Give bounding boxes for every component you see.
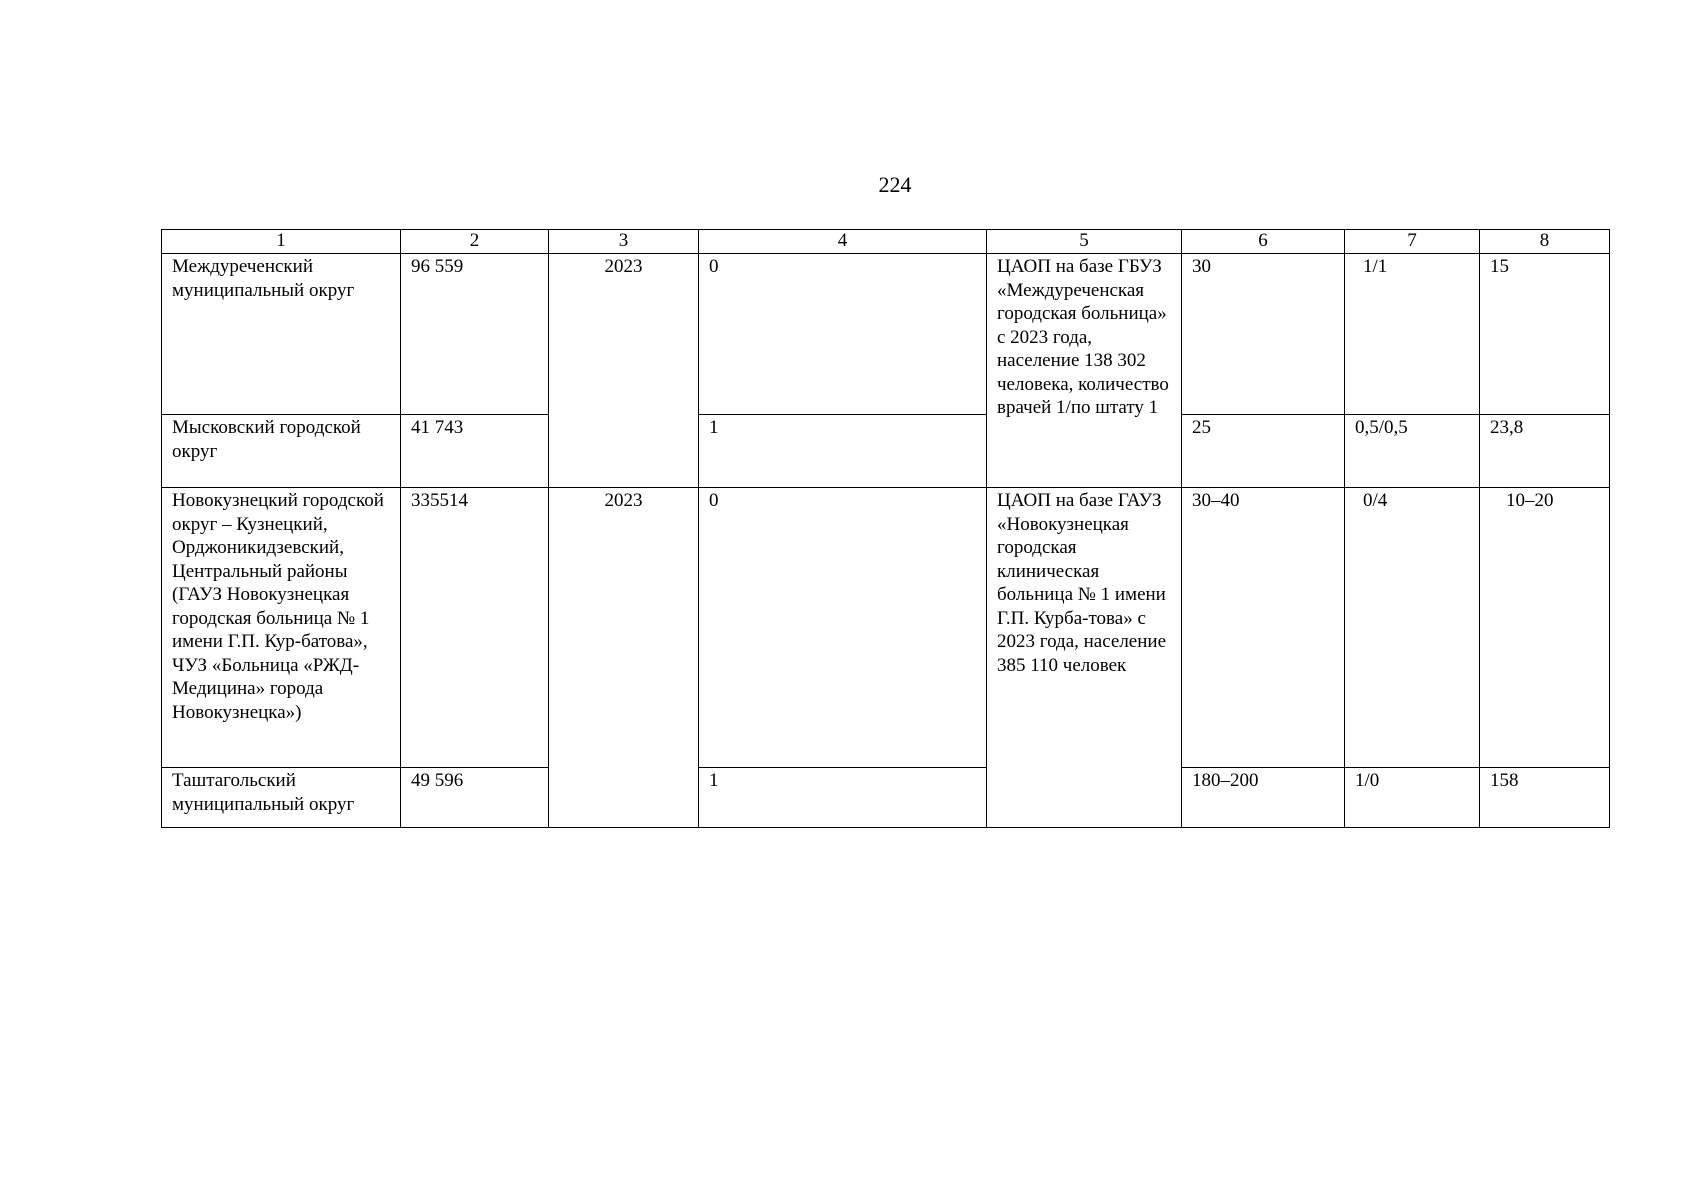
- district-cell: Таштагольский муниципальный округ: [162, 768, 401, 828]
- col4-cell: 0: [699, 254, 987, 415]
- table-row: [162, 488, 1610, 768]
- column-header-2: 2: [401, 230, 549, 254]
- data-table: [161, 229, 1610, 828]
- population-cell: 49 596: [401, 768, 549, 828]
- year-cell: 2023: [549, 488, 699, 828]
- column-header-3: 3: [549, 230, 699, 254]
- page-number: 224: [878, 172, 912, 197]
- col7-cell: 1/0: [1345, 768, 1480, 828]
- col4-cell: 1: [699, 768, 987, 828]
- population-cell: 335514: [401, 488, 549, 768]
- column-header-8: 8: [1480, 230, 1610, 254]
- col6-cell: 30: [1182, 254, 1345, 415]
- col7-cell: 0/4: [1345, 488, 1480, 768]
- table-row: [162, 415, 1610, 488]
- col6-cell: 30–40: [1182, 488, 1345, 768]
- center-cell: ЦАОП на базе ГБУЗ «Междуреченская городская больница» с 2023 года, население 138 302 человека, количество врачей 1/по штату 1: [987, 254, 1182, 488]
- col8-cell: 158: [1480, 768, 1610, 828]
- district-cell: Новокузнецкий городской округ – Кузнецкий, Орджоникидзевский, Центральный районы (ГАУЗ Новокузнецкая городская больница № 1 имени Г.П. Кур-батова», ЧУЗ «Больница «РЖД-Медицина» города Новокузнецка»): [162, 488, 401, 768]
- district-cell: Мысковский городской округ: [162, 415, 401, 488]
- col8-cell: 10–20: [1480, 488, 1610, 768]
- year-cell: 2023: [549, 254, 699, 488]
- column-header-6: 6: [1182, 230, 1345, 254]
- column-header-7: 7: [1345, 230, 1480, 254]
- district-cell: Междуреченский муниципальный округ: [162, 254, 401, 415]
- col7-cell: 1/1: [1345, 254, 1480, 415]
- column-header-1: 1: [162, 230, 401, 254]
- center-cell: ЦАОП на базе ГАУЗ «Новокузнецкая городская клиническая больница № 1 имени Г.П. Курба-това» с 2023 года, население 385 110 человек: [987, 488, 1182, 828]
- table-row: [162, 254, 1610, 415]
- col4-cell: 0: [699, 488, 987, 768]
- col6-cell: 180–200: [1182, 768, 1345, 828]
- table-header-row: [162, 230, 1610, 254]
- column-header-4: 4: [699, 230, 987, 254]
- population-cell: 41 743: [401, 415, 549, 488]
- population-cell: 96 559: [401, 254, 549, 415]
- col6-cell: 25: [1182, 415, 1345, 488]
- col8-cell: 23,8: [1480, 415, 1610, 488]
- column-header-5: 5: [987, 230, 1182, 254]
- col7-cell: 0,5/0,5: [1345, 415, 1480, 488]
- table-row: [162, 768, 1610, 828]
- col4-cell: 1: [699, 415, 987, 488]
- col8-cell: 15: [1480, 254, 1610, 415]
